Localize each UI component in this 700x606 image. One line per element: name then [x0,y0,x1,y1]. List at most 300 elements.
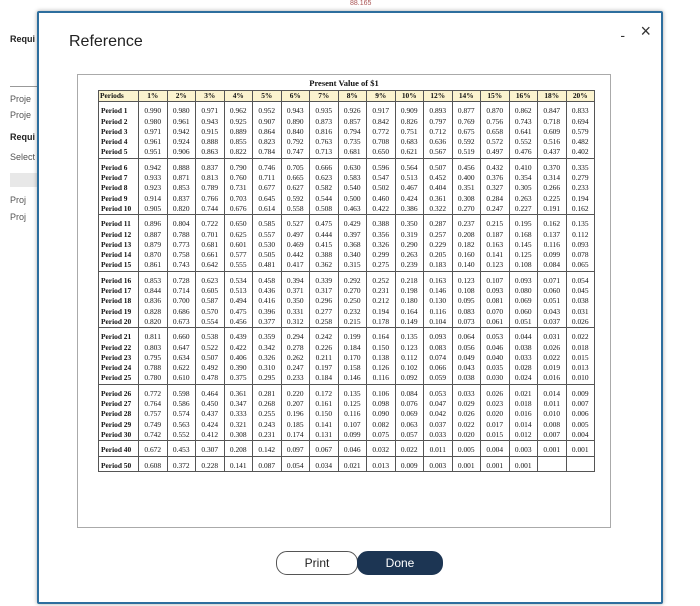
pv-cell: 0.073 [452,317,481,328]
rate-header: 2% [167,91,196,102]
background-page [0,0,42,606]
pv-cell: 0.033 [509,353,538,363]
pv-cell: 0.400 [452,173,481,183]
pv-cell: 0.598 [167,384,196,399]
pv-cell: 0.016 [538,373,567,384]
pv-cell: 0.751 [395,127,424,137]
pv-cell: 0.820 [167,204,196,215]
pv-cell: 0.788 [167,230,196,240]
pv-cell: 0.187 [481,230,510,240]
pv-cell: 0.064 [452,328,481,343]
pv-cell: 0.760 [224,173,253,183]
pv-cell: 0.909 [395,102,424,117]
pv-cell: 0.757 [139,409,168,419]
pv-cell: 0.756 [481,117,510,127]
pv-cell: 0.915 [196,127,225,137]
pv-cell: 0.037 [424,420,453,430]
pv-cell: 0.123 [481,260,510,271]
pv-cell: 0.035 [481,363,510,373]
pv-cell: 0.043 [452,363,481,373]
pv-cell: 0.231 [367,286,396,296]
rate-header: 14% [452,91,481,102]
close-icon[interactable]: × [640,21,651,41]
period-label: Period 13 [99,240,139,250]
table-row [99,194,595,204]
pv-cell: 0.450 [196,399,225,409]
pv-cell: 0.813 [196,173,225,183]
pv-cell: 0.469 [281,240,310,250]
bg-text: Requi [10,132,36,142]
pv-cell: 0.354 [509,173,538,183]
pv-cell: 0.268 [253,399,282,409]
pv-cell: 0.141 [224,456,253,471]
pv-cell: 0.497 [481,147,510,158]
pv-cell: 0.871 [167,173,196,183]
pv-cell: 0.020 [452,430,481,441]
pv-cell: 0.701 [196,230,225,240]
bg-box [10,173,40,187]
pv-cell: 0.475 [310,215,339,230]
pv-cell: 0.005 [452,441,481,456]
pv-cell: 0.340 [338,250,367,260]
pv-cell: 0.099 [538,250,567,260]
pv-cell: 0.905 [139,204,168,215]
pv-cell: 0.554 [196,317,225,328]
pv-cell: 0.178 [367,317,396,328]
pv-cell: 0.010 [538,409,567,419]
pv-cell: 0.247 [281,363,310,373]
pv-cell: 0.804 [167,215,196,230]
pv-cell: 0.623 [196,271,225,286]
pv-cell: 0.317 [310,286,339,296]
pv-cell: 0.758 [167,250,196,260]
pv-cell: 0.227 [509,204,538,215]
pv-cell: 0.714 [167,286,196,296]
pv-cell: 0.020 [481,409,510,419]
pv-cell: 0.609 [538,127,567,137]
pv-cell: 0.864 [253,127,282,137]
pv-cell: 0.744 [196,204,225,215]
pv-cell: 0.990 [139,102,168,117]
pv-cell: 0.131 [310,430,339,441]
pv-cell: 0.078 [566,250,595,260]
pv-cell: 0.123 [452,271,481,286]
period-label: Period 11 [99,215,139,230]
rate-header: 10% [395,91,424,102]
bg-top-fragment: 88.165 [350,0,372,7]
pv-cell: 0.290 [395,240,424,250]
pv-cell: 0.971 [196,102,225,117]
bg-text: Proje [10,110,32,120]
pv-cell: 0.837 [196,158,225,173]
pv-cell: 0.057 [395,430,424,441]
pv-cell: 0.196 [281,409,310,419]
bg-text: Requi [10,34,36,44]
pv-cell: 0.003 [509,441,538,456]
pv-cell: 0.722 [196,215,225,230]
period-label: Period 29 [99,420,139,430]
bg-text: Proje [10,94,32,104]
pv-cell: 0.215 [338,317,367,328]
pv-cell [538,456,567,471]
pv-cell: 0.161 [310,399,339,409]
pv-cell: 0.464 [196,384,225,399]
rate-header: 15% [481,91,510,102]
pv-cell: 0.004 [566,430,595,441]
done-button[interactable]: Done [357,551,443,575]
pv-cell: 0.074 [424,353,453,363]
pv-cell: 0.053 [424,384,453,399]
pv-cell: 0.961 [139,137,168,147]
pv-cell: 0.212 [367,296,396,306]
bg-divider [10,86,40,87]
pv-cell: 0.033 [452,384,481,399]
pv-cell: 0.013 [566,363,595,373]
pv-cell: 0.030 [481,373,510,384]
pv-cell: 0.544 [310,194,339,204]
pv-cell: 0.661 [196,250,225,260]
pv-cell: 0.746 [253,158,282,173]
pv-cell: 0.307 [196,441,225,456]
pv-cell: 0.460 [367,194,396,204]
pv-cell: 0.061 [481,317,510,328]
pv-cell: 0.558 [281,204,310,215]
pv-cell: 0.396 [253,307,282,317]
pv-cell: 0.082 [367,420,396,430]
pv-cell: 0.962 [224,102,253,117]
pv-cell: 0.476 [509,147,538,158]
pv-cell: 0.650 [367,147,396,158]
pv-cell: 0.031 [538,328,567,343]
pv-cell: 0.322 [424,204,453,215]
pv-cell: 0.047 [424,399,453,409]
pv-cell: 0.150 [310,409,339,419]
pv-cell: 0.926 [338,102,367,117]
rate-header: 20% [566,91,595,102]
pv-cell: 0.198 [395,286,424,296]
pv-cell: 0.538 [196,328,225,343]
pv-cell: 0.006 [566,409,595,419]
pv-cell: 0.665 [281,173,310,183]
pv-cell: 0.008 [538,420,567,430]
table-row [99,183,595,193]
pv-cell: 0.456 [452,158,481,173]
pv-cell: 0.402 [566,147,595,158]
pv-cell: 0.158 [338,363,367,373]
pv-cell: 0.836 [139,296,168,306]
rate-header: 4% [224,91,253,102]
pv-cell: 0.015 [481,430,510,441]
rate-header: 8% [338,91,367,102]
pv-cell: 0.636 [424,137,453,147]
table-row [99,286,595,296]
pv-cell: 0.647 [167,343,196,353]
pv-cell: 0.681 [338,147,367,158]
pv-cell: 0.645 [253,194,282,204]
pv-cell: 0.239 [395,260,424,271]
pv-cell: 0.185 [281,420,310,430]
period-label: Period 21 [99,328,139,343]
pv-cell: 0.579 [566,127,595,137]
pv-cell: 0.137 [538,230,567,240]
pv-cell: 0.001 [452,456,481,471]
pv-cell: 0.162 [566,204,595,215]
pv-cell: 0.135 [338,384,367,399]
pv-cell: 0.417 [281,260,310,271]
pv-cell: 0.023 [481,399,510,409]
pv-cell: 0.386 [395,204,424,215]
pv-cell: 0.087 [253,456,282,471]
pv-cell: 0.453 [167,441,196,456]
period-label: Period 7 [99,173,139,183]
pv-cell: 0.140 [452,260,481,271]
pv-cell: 0.295 [253,373,282,384]
pv-cell: 0.424 [196,420,225,430]
pv-cell: 0.708 [367,137,396,147]
pv-cell: 0.917 [367,102,396,117]
pv-cell: 0.275 [367,260,396,271]
pv-cell: 0.191 [538,204,567,215]
rate-header: 12% [424,91,453,102]
pv-cell: 0.437 [196,409,225,419]
pv-cell: 0.794 [338,127,367,137]
pv-cell: 0.516 [538,137,567,147]
pv-cell: 0.149 [395,317,424,328]
pv-cell: 0.935 [310,102,339,117]
table-row [99,250,595,260]
period-label: Period 27 [99,399,139,409]
pv-cell: 0.507 [196,353,225,363]
pv-cell: 0.279 [566,173,595,183]
table-row [99,420,595,430]
pv-cell: 0.001 [566,441,595,456]
pv-cell: 0.388 [367,215,396,230]
pv-cell: 0.026 [538,343,567,353]
pv-cell: 0.116 [424,307,453,317]
pv-cell: 0.331 [281,307,310,317]
pv-cell: 0.145 [509,240,538,250]
pv-cell: 0.857 [338,117,367,127]
pv-cell: 0.784 [253,147,282,158]
pv-cell: 0.743 [167,260,196,271]
pv-cell: 0.232 [338,307,367,317]
pv-cell: 0.877 [452,102,481,117]
pv-cell: 0.788 [139,363,168,373]
period-label: Period 8 [99,183,139,193]
pv-cell: 0.557 [253,230,282,240]
pv-cell: 0.146 [338,373,367,384]
pv-cell: 0.299 [367,250,396,260]
pv-cell: 0.016 [509,409,538,419]
pv-cell: 0.141 [481,250,510,260]
period-label: Period 24 [99,363,139,373]
pv-cell: 0.021 [338,456,367,471]
pv-cell: 0.163 [424,271,453,286]
pv-cell: 0.170 [338,353,367,363]
pv-cell: 0.467 [395,183,424,193]
pv-cell: 0.350 [395,215,424,230]
period-label: Period 9 [99,194,139,204]
pv-cell: 0.350 [281,296,310,306]
pv-cell: 0.225 [538,194,567,204]
pv-cell: 0.162 [538,215,567,230]
pv-cell: 0.231 [253,430,282,441]
pv-cell: 0.347 [224,399,253,409]
pv-cell: 0.610 [167,373,196,384]
pv-cell: 0.442 [281,250,310,260]
table-row [99,399,595,409]
pv-cell: 0.046 [481,343,510,353]
pv-cell: 0.797 [424,117,453,127]
pv-cell: 0.207 [281,399,310,409]
pv-cell: 0.424 [395,194,424,204]
period-label: Period 22 [99,343,139,353]
pv-cell: 0.106 [367,384,396,399]
table-row [99,317,595,328]
period-label: Period 4 [99,137,139,147]
pv-cell: 0.084 [538,260,567,271]
pv-cell: 0.069 [509,296,538,306]
pv-cell: 0.211 [310,353,339,363]
pv-cell: 0.519 [452,147,481,158]
pv-cell: 0.013 [367,456,396,471]
pv-cell: 0.896 [139,215,168,230]
pv-cell: 0.675 [452,127,481,137]
pv-cell: 0.029 [452,399,481,409]
pv-cell: 0.003 [424,456,453,471]
pv-cell: 0.163 [481,240,510,250]
pv-cell: 0.019 [538,363,567,373]
pv-cell: 0.658 [481,127,510,137]
pv-cell: 0.828 [139,307,168,317]
table-row [99,240,595,250]
pv-cell: 0.205 [424,250,453,260]
pv-cell: 0.415 [310,240,339,250]
pv-cell: 0.001 [538,441,567,456]
pv-cell: 0.026 [452,409,481,419]
pv-cell: 0.361 [424,194,453,204]
pv-cell: 0.270 [338,286,367,296]
pv-cell: 0.673 [167,317,196,328]
pv-cell: 0.683 [395,137,424,147]
pv-cell: 0.943 [196,117,225,127]
pv-cell: 0.093 [566,240,595,250]
pv-cell: 0.160 [452,250,481,260]
pv-cell: 0.083 [452,307,481,317]
pv-cell: 0.676 [224,204,253,215]
pv-cell: 0.436 [253,286,282,296]
pv-cell: 0.773 [167,240,196,250]
pv-cell: 0.028 [509,363,538,373]
pv-cell: 0.038 [566,296,595,306]
pv-cell: 0.522 [196,343,225,353]
pv-cell: 0.054 [281,456,310,471]
table-row [99,260,595,271]
pv-cell: 0.195 [509,215,538,230]
pv-cell: 0.215 [481,215,510,230]
pv-cell: 0.404 [424,183,453,193]
pv-cell: 0.711 [253,173,282,183]
period-label: Period 30 [99,430,139,441]
print-button[interactable]: Print [276,551,358,575]
pv-cell: 0.862 [509,102,538,117]
pv-cell: 0.494 [224,296,253,306]
pv-cell: 0.125 [338,399,367,409]
pv-cell: 0.146 [424,286,453,296]
pv-cell: 0.033 [424,430,453,441]
pv-cell: 0.242 [310,328,339,343]
pv-cell: 0.182 [452,240,481,250]
pv-cell: 0.888 [196,137,225,147]
pv-cell: 0.634 [167,353,196,363]
pv-cell: 0.368 [338,240,367,250]
pv-cell: 0.038 [509,343,538,353]
pv-cell: 0.840 [281,127,310,137]
pv-cell: 0.164 [395,307,424,317]
pv-cell: 0.743 [509,117,538,127]
dialog-title: Reference [69,33,143,50]
pv-cell: 0.586 [167,399,196,409]
pv-cell: 0.135 [395,328,424,343]
pv-cell: 0.577 [224,250,253,260]
minimize-icon[interactable]: - [620,27,625,43]
pv-cell: 0.642 [196,260,225,271]
pv-cell: 0.069 [395,409,424,419]
pv-cell: 0.037 [538,317,567,328]
pv-cell: 0.458 [253,271,282,286]
pv-cell: 0.390 [224,363,253,373]
pv-cell: 0.049 [452,353,481,363]
pv-cell: 0.060 [538,286,567,296]
pv-cell: 0.247 [481,204,510,215]
pv-cell: 0.060 [509,307,538,317]
rate-header: 6% [281,91,310,102]
pv-cell: 0.500 [338,194,367,204]
period-label: Period 19 [99,307,139,317]
pv-cell: 0.951 [139,147,168,158]
pv-cell: 0.326 [253,353,282,363]
period-label: Period 14 [99,250,139,260]
pv-cell: 0.555 [224,260,253,271]
pv-cell: 0.194 [367,307,396,317]
pv-cell: 0.769 [452,117,481,127]
periods-header: Periods [99,91,139,102]
pv-cell: 0.208 [224,441,253,456]
pv-cell: 0.270 [452,204,481,215]
table-row [99,441,595,456]
pv-cell: 0.772 [139,384,168,399]
pv-cell: 0.437 [538,147,567,158]
period-label: Period 40 [99,441,139,456]
period-label: Period 28 [99,409,139,419]
pv-cell: 0.844 [139,286,168,296]
pv-cell: 0.822 [224,147,253,158]
pv-cell: 0.277 [310,307,339,317]
pv-cell: 0.889 [224,127,253,137]
pv-cell: 0.853 [167,183,196,193]
pv-cell: 0.108 [509,260,538,271]
pv-cell: 0.014 [509,420,538,430]
pv-cell: 0.605 [196,286,225,296]
pv-cell: 0.043 [538,307,567,317]
pv-cell: 0.942 [139,158,168,173]
pv-cell: 0.083 [424,343,453,353]
pv-cell: 0.942 [167,127,196,137]
period-label: Period 20 [99,317,139,328]
pv-cell: 0.184 [338,343,367,353]
bg-text: Select [10,152,36,162]
table-row [99,230,595,240]
